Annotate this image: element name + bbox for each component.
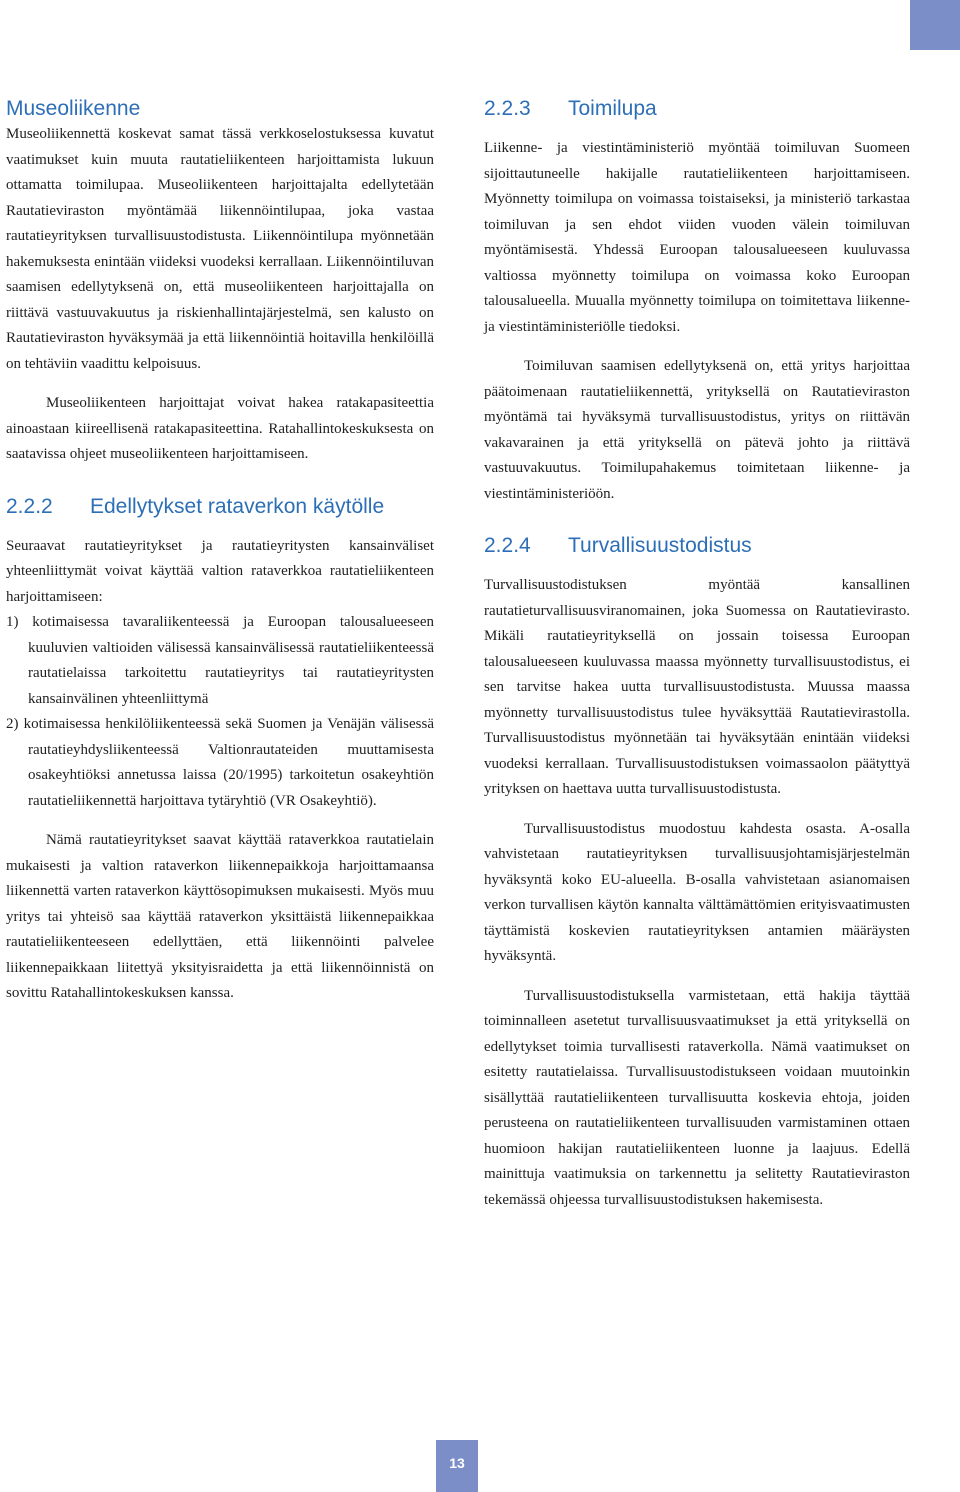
left-column <box>6 96 434 1007</box>
corner-color-tab <box>910 0 960 50</box>
museoliikenne-paragraph-2: Museoliikenteen harjoittajat voivat hakea ratakapasiteettia ainoastaan kiireellisenä ratakapasiteettina. Ratahallintokeskuksesta on saatavissa ohjeet museoliikenteen harjoittamiseen. <box>6 395 434 462</box>
section-title: Toimilupa <box>568 97 657 120</box>
section-2-2-3-heading <box>484 96 910 122</box>
section-number: 2.2.4 <box>484 534 531 557</box>
page-number-badge <box>436 1440 478 1492</box>
section-2-2-2-heading <box>6 494 434 520</box>
section-2-2-2-paragraph-1: Seuraavat rautatieyritykset ja rautatieyritysten kansainväliset yhteenliittymät voivat käyttää valtion rataverkkoa rautatieliikenteen harjoittamiseen: <box>6 537 434 605</box>
page-number: 13 <box>449 1455 465 1471</box>
list-item-1: 1) kotimaisessa tavaraliikenteessä ja Euroopan talousalueeseen kuuluvien valtioiden välisessä kansainvälisessä rautatieliikenteessä rautatielaissa tarkoitettu rautatieyritys tai rautatieyritysten kansainvälinen yhteenliittymä <box>6 614 434 707</box>
section-title: Turvallisuustodistus <box>568 534 752 557</box>
right-column <box>484 96 910 1213</box>
section-title: Edellytykset rataverkon käytölle <box>90 494 385 518</box>
section-2-2-4-paragraph-3: Turvallisuustodistuksella varmistetaan, että hakija täyttää toiminnalleen asetetut turvallisuusvaatimukset ja että yrityksellä on edellytykset toimia turvallisesti rataverkolla. Nämä vaatimukset on esitetty rautatielaissa. Turvallisuustodistukseen voidaan muutoinkin sisällyttää rautatieliikenteen turvallisuutta koskevia ehtoja, joiden perusteena on rautatieliikenteen turvallisuuden varmistaminen ottaen huomioon hakijan rautatieliikenteen luonne ja laajuus. Edellä mainittuja vaatimuksia on tarkennettu ja selitetty Rautatieviraston tekemässä ohjeessa turvallisuustodistuksen hakemisesta. <box>484 987 910 1208</box>
section-2-2-3-paragraph-2: Toimiluvan saamisen edellytyksenä on, että yritys harjoittaa päätoimenaan rautatieliikennettä, yrityksellä on Rautatieviraston myöntämä tai hyväksymä turvallisuustodistus, yritys on riittävän vakavarainen ja että yrityksellä on pätevä johto ja riittävä vastuuvakuutus. Toimilupahakemus toimitetaan liikenne- ja viestintäministeriöön. <box>484 358 910 502</box>
section-2-2-4-paragraph-2: Turvallisuustodistus muodostuu kahdesta osasta. A-osalla vahvistetaan rautatieyrityksen turvallisuusjohtamisjärjestelmän hyväksyntä koko EU-alueella. B-osalla vahvistetaan asianomaisen verkon turvallisen käytön kannalta välttämättömien erityisvaatimusten täyttämistä koskevien rautatieyrityksen antamien määräysten hyväksyntä. <box>484 820 910 964</box>
section-2-2-4-heading <box>484 533 910 559</box>
section-2-2-3-paragraph-1: Liikenne- ja viestintäministeriö myöntää toimiluvan Suomeen sijoittautuneelle hakijalle rautatieliikenteen harjoittamiseen. Myönnetty toimilupa on voimassa toistaiseksi, ja ministeriö tarkastaa toimiluvan ja sen ehdot viiden vuoden välein toimiluvan myöntämisestä. Yhdessä Euroopan talousalueeseen kuuluvassa valtiossa myönnetty toimilupa on voimassa koko Euroopan talousalueella. Muualla myönnetty toimilupa on toimitettava liikenne- ja viestintäministeriölle tiedoksi. <box>484 140 910 335</box>
museoliikenne-heading: Museoliikenne <box>6 97 141 120</box>
section-number: 2.2.2 <box>6 494 53 518</box>
list-item-2: 2) kotimaisessa henkilöliikenteessä sekä Suomen ja Venäjän välisessä rautatieyhdysliikenteessä Valtionrautateiden muuttamisesta osakeyhtiöksi annetussa laissa (20/1995) tarkoitetun osakeyhtiön rautatieliikennettä harjoittava tytäryhtiö (VR Osakeyhtiö). <box>6 716 434 809</box>
museoliikenne-paragraph-1: Museoliikennettä koskevat samat tässä verkkoselostuksessa kuvatut vaatimukset kuin muuta rautatieliikenteen harjoittamista lukuun ottamatta toimilupaa. Museoliikenteen harjoittajalta edellytetään Rautatieviraston myöntämää liikennöintilupaa, joka vastaa rautatieyrityksen turvallisuustodistusta. Liikennöintilupa myönnetään hakemuksesta enintään viideksi vuodeksi kerrallaan. Liikennöintiluvan saamisen edellytyksenä on, että museoliikenteen harjoittajalla on riittävä vastuuvakuutus ja riskienhallintajärjestelmä, sen kalusto on Rautatieviraston hyväksymää ja että liikennöintiä hoitavilla henkilöillä on tehtäviin vaadittu kelpoisuus. <box>6 126 434 372</box>
section-number: 2.2.3 <box>484 97 531 120</box>
section-2-2-2-paragraph-2: Nämä rautatieyritykset saavat käyttää rataverkkoa rautatielain mukaisesti ja valtion rataverkon liikennepaikkoja harjoittamaansa liikennettä varten rataverkon käyttösopimuksen mukaisesti. Myös muu yritys tai yhteisö saa käyttää rataverkon yksittäistä liikennepaikkaa rautatieliikenteeseen edellyttäen, että liikennöinti palvelee liikennepaikkaan liitettyä yksityisraidetta ja että liikennöinnistä on sovittu Ratahallintokeskuksen kanssa. <box>6 832 434 1001</box>
section-2-2-4-paragraph-1: Turvallisuustodistuksen myöntää kansallinen rautatieturvallisuusviranomainen, joka Suomessa on Rautatievirasto. Mikäli rautatieyrityksellä on jossain toisessa Euroopan talousalueeseen kuuluvassa maassa myönnetty turvallisuustodistus, ei sen tarvitse hakea uutta turvallisuustodistusta. Muussa maassa myönnetty turvallisuustodistus tulee hyväksyttää Rautatievirastolla. Turvallisuustodistus myönnetään tai hyväksytään enintään viideksi vuodeksi kerrallaan. Turvallisuustodistuksen voimassaolon päätyttyä yrityksen on haettava uutta turvallisuustodistusta. <box>484 577 910 797</box>
